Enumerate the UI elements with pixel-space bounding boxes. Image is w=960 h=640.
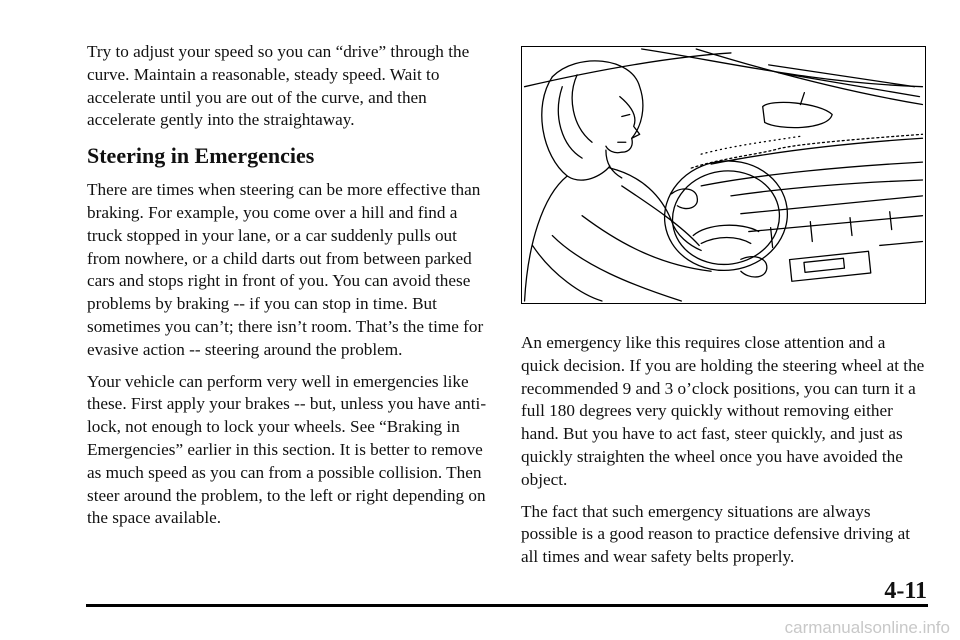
- footer-rule: [86, 604, 928, 607]
- page-number: 4-11: [884, 578, 927, 604]
- right-column: [521, 332, 926, 569]
- intro-paragraph: Try to adjust your speed so you can “drive” through the curve. Maintain a reasonable, steady speed. Wait to accelerate until you are out of the curve, and then accelerate gently into the straightaway.: [87, 42, 470, 130]
- steering-paragraph-1: There are times when steering can be more effective than braking. For example, you come over a hill and find a truck stopped in your lane, or a car suddenly pulls out from nowhere, or a child darts out from between parked cars and stops right in front of you. You can avoid these problems by braking -- if you can stop in time. But sometimes you can’t; there isn’t room. That’s the time for evasive action -- steering around the problem.: [87, 180, 484, 359]
- emergency-paragraph-1: An emergency like this requires close attention and a quick decision. If you are holding the steering wheel at the recommended 9 and 3 o’clock positions, you can turn it a full 180 degrees very quickly without removing either hand. But you have to act fast, steer quickly, and just as quickly straighten the wheel once you have avoided the object.: [521, 333, 925, 489]
- watermark: carmanualsonline.info: [784, 618, 950, 637]
- steering-paragraph-2: Your vehicle can perform very well in emergencies like these. First apply your brakes -- but, unless you have anti-lock, not enough to lock your wheels. See “Braking in Emergencies” earlier in this section. It is better to remove as much speed as you can from a possible collision. Then steer around the problem, to the left or right depending on the space available.: [87, 371, 487, 528]
- section-heading: Steering in Emergencies: [87, 143, 315, 169]
- driver-steering-illustration: [521, 46, 926, 304]
- emergency-paragraph-2: The fact that such emergency situations are always possible is a good reason to practice defensive driving at all times and wear safety belts properly.: [521, 501, 910, 567]
- left-column: [87, 41, 492, 530]
